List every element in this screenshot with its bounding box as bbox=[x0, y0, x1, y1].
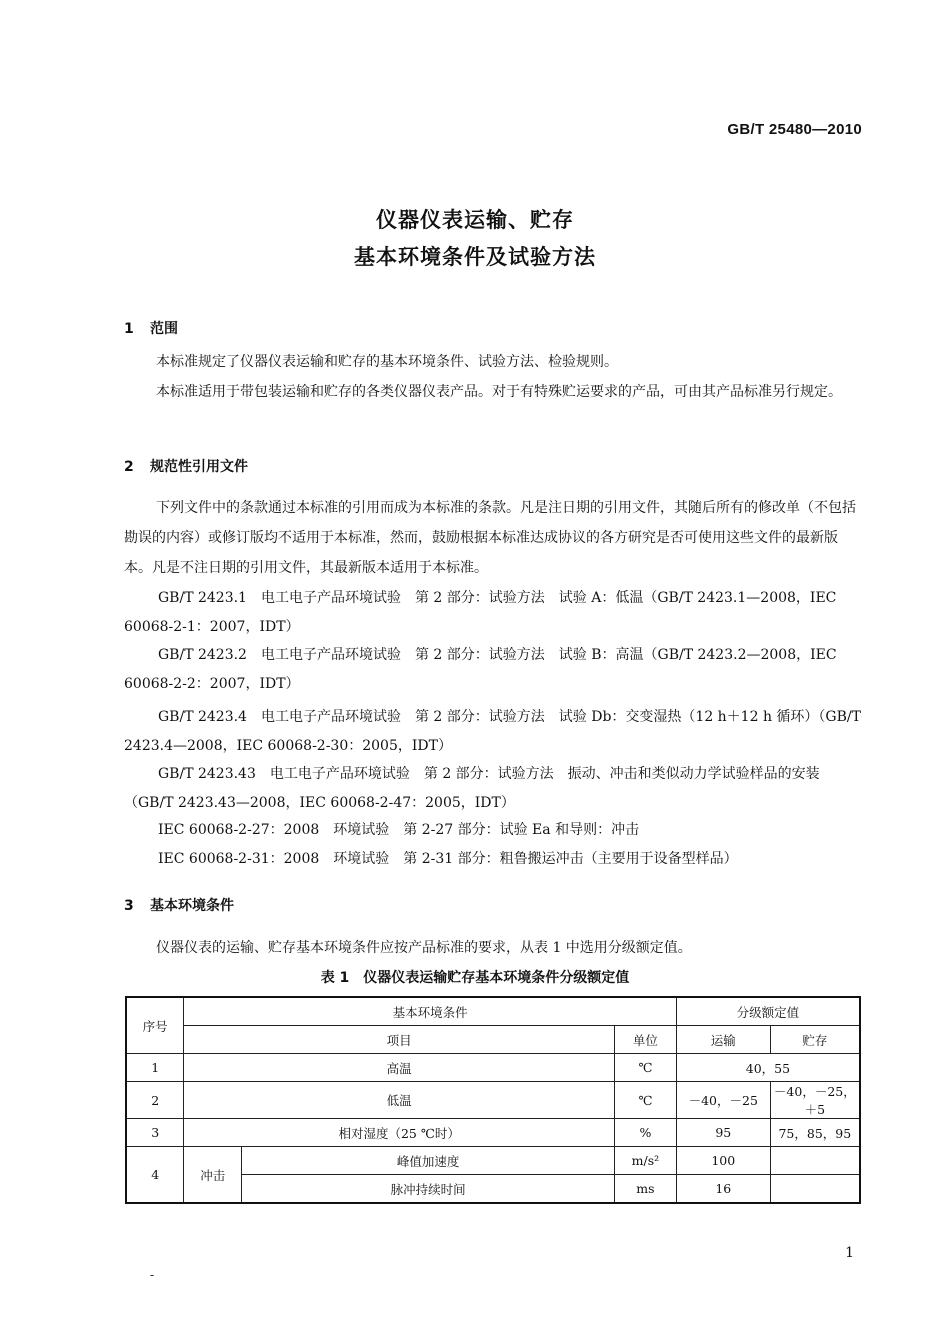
reference-item: GB/T 2423.1 电工电子产品环境试验 第 2 部分：试验方法 试验 A：低温（GB/T 2423.1—2008，IEC 60068-2-1：2007，IDT） bbox=[124, 590, 837, 635]
footer-mark: - bbox=[150, 1268, 155, 1282]
standard-code: GB/T 25480—2010 bbox=[727, 121, 862, 138]
cell-item: 高温 bbox=[184, 1054, 615, 1082]
cell-transport: －40，－25 bbox=[676, 1082, 770, 1119]
section-1-paragraph-1: 本标准规定了仪器仪表运输和贮存的基本环境条件、试验方法、检验规则。 bbox=[156, 354, 618, 370]
cell-seq: 2 bbox=[126, 1082, 184, 1119]
table-row bbox=[126, 1119, 860, 1147]
cell-transport: 16 bbox=[676, 1175, 770, 1204]
header-item: 项目 bbox=[184, 1026, 615, 1054]
environment-conditions-table bbox=[125, 996, 861, 1204]
cell-storage bbox=[770, 1147, 860, 1175]
reference-item: IEC 60068-2-31：2008 环境试验 第 2-31 部分：粗鲁搬运冲击（主要用于设备型样品） bbox=[158, 851, 738, 867]
header-storage: 贮存 bbox=[770, 1026, 860, 1054]
table-row bbox=[126, 1147, 860, 1175]
reference-item: GB/T 2423.2 电工电子产品环境试验 第 2 部分：试验方法 试验 B：高温（GB/T 2423.2—2008，IEC 60068-2-2：2007，IDT） bbox=[124, 647, 837, 692]
cell-item: 相对湿度（25 ℃时） bbox=[184, 1119, 615, 1147]
cell-transport: 100 bbox=[676, 1147, 770, 1175]
section-2-intro: 下列文件中的条款通过本标准的引用而成为本标准的条款。凡是注日期的引用文件，其随后所有的修改单（不包括勘误的内容）或修订版均不适用于本标准，然而，鼓励根据本标准达成协议的各方研究是否可使用这些文件的最新版本。凡是不注日期的引用文件，其最新版本适用于本标准。 bbox=[124, 500, 856, 576]
reference-item: GB/T 2423.43 电工电子产品环境试验 第 2 部分：试验方法 振动、冲击和类似动力学试验样品的安装（GB/T 2423.43—2008，IEC 60068-2-47：2005，IDT） bbox=[124, 766, 820, 811]
cell-storage: 75，85，95 bbox=[770, 1119, 860, 1147]
table-caption: 表 1 仪器仪表运输贮存基本环境条件分级额定值 bbox=[320, 970, 630, 986]
cell-group: 冲击 bbox=[184, 1147, 242, 1204]
reference-item: GB/T 2423.4 电工电子产品环境试验 第 2 部分：试验方法 试验 Db：交变湿热（12 h＋12 h 循环）（GB/T 2423.4—2008，IEC 60068-2-30：2005，IDT） bbox=[124, 709, 861, 754]
cell-unit: ms bbox=[614, 1175, 676, 1204]
section-3-heading bbox=[124, 895, 234, 915]
table-header-row bbox=[126, 997, 860, 1026]
cell-rating-merged: 40，55 bbox=[676, 1054, 860, 1082]
document-title-line1: 仪器仪表运输、贮存 bbox=[376, 208, 574, 232]
cell-item: 低温 bbox=[184, 1082, 615, 1119]
header-transport: 运输 bbox=[676, 1026, 770, 1054]
table-row bbox=[126, 1054, 860, 1082]
cell-storage: －40，－25，＋5 bbox=[770, 1082, 860, 1119]
section-2-heading bbox=[124, 456, 248, 476]
cell-seq: 4 bbox=[126, 1147, 184, 1204]
cell-unit: m/s² bbox=[614, 1147, 676, 1175]
cell-seq: 1 bbox=[126, 1054, 184, 1082]
cell-unit: ℃ bbox=[614, 1054, 676, 1082]
section-title: 规范性引用文件 bbox=[150, 459, 248, 475]
section-number: 3 bbox=[124, 898, 134, 914]
document-title-line2: 基本环境条件及试验方法 bbox=[354, 245, 596, 269]
cell-item: 脉冲持续时间 bbox=[242, 1175, 615, 1204]
header-conditions: 基本环境条件 bbox=[184, 997, 677, 1026]
page-number: 1 bbox=[845, 1245, 854, 1261]
header-ratings: 分级额定值 bbox=[676, 997, 860, 1026]
section-1-heading bbox=[124, 318, 178, 338]
cell-unit: ℃ bbox=[614, 1082, 676, 1119]
header-unit: 单位 bbox=[614, 1026, 676, 1054]
header-seq: 序号 bbox=[126, 997, 184, 1054]
cell-item: 峰值加速度 bbox=[242, 1147, 615, 1175]
table-row bbox=[126, 1082, 860, 1119]
cell-storage bbox=[770, 1175, 860, 1204]
section-3-intro: 仪器仪表的运输、贮存基本环境条件应按产品标准的要求，从表 1 中选用分级额定值。 bbox=[156, 940, 692, 956]
cell-unit: % bbox=[614, 1119, 676, 1147]
reference-item: IEC 60068-2-27：2008 环境试验 第 2-27 部分：试验 Ea 和导则：冲击 bbox=[158, 822, 640, 838]
table-header-row bbox=[126, 1026, 860, 1054]
section-1-paragraph-2: 本标准适用于带包装运输和贮存的各类仪器仪表产品。对于有特殊贮运要求的产品，可由其产品标准另行规定。 bbox=[156, 384, 842, 400]
section-number: 2 bbox=[124, 459, 134, 475]
cell-seq: 3 bbox=[126, 1119, 184, 1147]
section-number: 1 bbox=[124, 321, 134, 337]
cell-transport: 95 bbox=[676, 1119, 770, 1147]
section-title: 范围 bbox=[150, 321, 178, 337]
section-title: 基本环境条件 bbox=[150, 898, 234, 914]
